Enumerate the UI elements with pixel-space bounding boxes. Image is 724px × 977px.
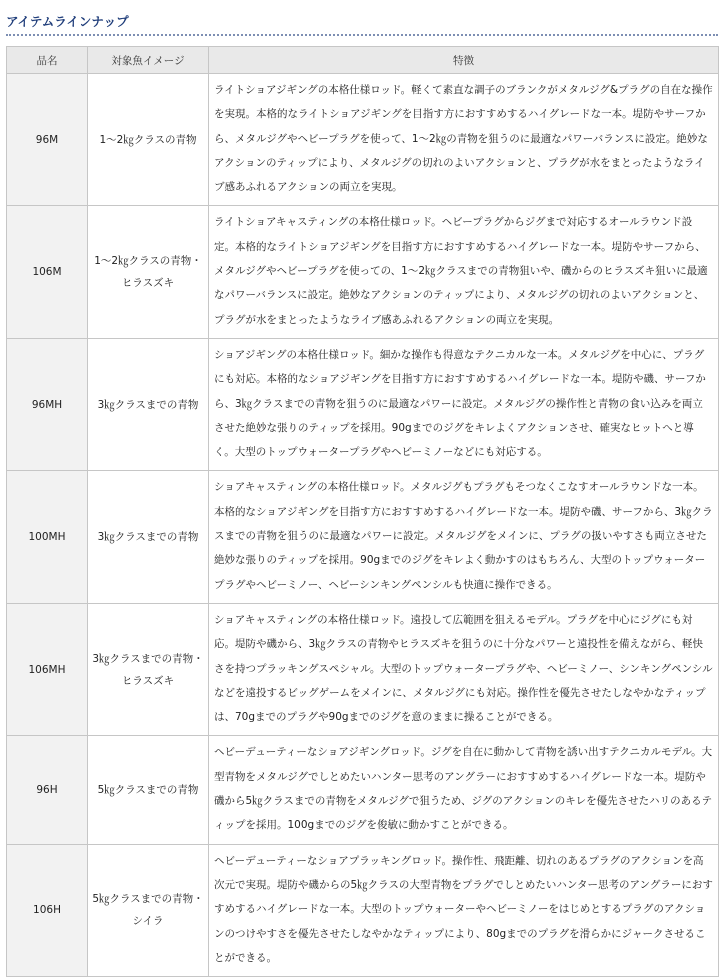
product-features: ショアキャスティングの本格仕様ロッド。メタルジグもプラグもそつなくこなすオールラウンドな一本。本格的なショアジギングを目指す方におすすめするハイグレードな一本。堤防や磯、サーフから、3㎏クラスまでの青物を狙うのに最適なパワーに設定。メタルジグをメインに、プラグの扱いやすさも両立させた絶妙な張りのティップを採用。90gまでのジグをキレよく動かすのはもちろん、大型のトップウォータープラグやヘビーミノー、ヘビーシンキングペンシルも快適に操作できる。 bbox=[209, 471, 719, 603]
product-features: ショアキャスティングの本格仕様ロッド。遠投して広範囲を狙えるモデル。プラグを中心にジグにも対応。堤防や磯から、3㎏クラスの青物やヒラスズキを狙うのに十分なパワーと遠投性を備えながら、軽快さを持つプラッキングスペシャル。大型のトップウォータープラグや、ヘビーミノー、シンキングペンシルなどを遠投するビッグゲームをメインに、メタルジグにも対応。操作性を優先させたしなやかなティップは、70gまでのプラグや90gまでのジグを意のままに操ることができる。 bbox=[209, 603, 719, 735]
target-fish: 3㎏クラスまでの青物 bbox=[88, 338, 209, 470]
product-features: ショアジギングの本格仕様ロッド。細かな操作も得意なテクニカルな一本。メタルジグを中心に、プラグにも対応。本格的なショアジギングを目指す方におすすめするハイグレードな一本。堤防や磯、サーフから、3㎏クラスまでの青物を狙うのに最適なパワーに設定。メタルジグの操作性と青物の食い込みを両立させた絶妙な張りのティップを採用。90gまでのジグをキレよくアクションさせ、確実なヒットへと導く。大型のトップウォータープラグやヘビーミノーなどにも対応する。 bbox=[209, 338, 719, 470]
header-fish: 対象魚イメージ bbox=[88, 47, 209, 74]
table-row bbox=[7, 844, 719, 976]
table-row bbox=[7, 471, 719, 603]
product-features: ヘビーデューティーなショアプラッキングロッド。操作性、飛距離、切れのあるプラグのアクションを高次元で実現。堤防や磯からの5㎏クラスの大型青物をプラグでしとめたいハンター思考のアングラーにおすすめするハイグレードな一本。大型のトップウォーターやヘビーミノーをはじめとするプラグのアクションのつけやすさを優先させたしなやかなティップにより、80gまでのプラグを滑らかにジャークさせることができる。 bbox=[209, 844, 719, 976]
item-lineup-table bbox=[6, 46, 719, 977]
product-name: 106M bbox=[7, 206, 88, 338]
table-row bbox=[7, 206, 719, 338]
product-features: ライトショアジギングの本格仕様ロッド。軽くて素直な調子のブランクがメタルジグ&プラグの自在な操作を実現。本格的なライトショアジギングを目指す方におすすめするハイグレードな一本。堤防やサーフから、メタルジグやヘビープラグを使って、1～2㎏の青物を狙うのに最適なパワーバランスに設定。絶妙なアクションのティップにより、メタルジグの切れのよいアクションと、プラグが水をまとったようなライブ感あふれるアクションの両立を実現。 bbox=[209, 74, 719, 206]
product-name: 100MH bbox=[7, 471, 88, 603]
product-name: 96MH bbox=[7, 338, 88, 470]
product-name: 106H bbox=[7, 844, 88, 976]
product-features: ヘビーデューティーなショアジギングロッド。ジグを自在に動かして青物を誘い出すテクニカルモデル。大型青物をメタルジグでしとめたいハンター思考のアングラーにおすすめするハイグレードな一本。堤防や磯から5㎏クラスまでの青物をメタルジグで狙うため、ジグのアクションのキレを優先させたハリのあるティップを採用。100gまでのジグを俊敏に動かすことができる。 bbox=[209, 736, 719, 844]
target-fish: 5㎏クラスまでの青物・シイラ bbox=[88, 844, 209, 976]
section-title: アイテムラインナップ bbox=[6, 12, 718, 36]
target-fish: 3㎏クラスまでの青物・ヒラスズキ bbox=[88, 603, 209, 735]
header-features: 特徴 bbox=[209, 47, 719, 74]
product-name: 106MH bbox=[7, 603, 88, 735]
table-row bbox=[7, 338, 719, 470]
product-name: 96H bbox=[7, 736, 88, 844]
target-fish: 3㎏クラスまでの青物 bbox=[88, 471, 209, 603]
table-row bbox=[7, 736, 719, 844]
target-fish: 1～2㎏クラスの青物 bbox=[88, 74, 209, 206]
product-features: ライトショアキャスティングの本格仕様ロッド。ヘビープラグからジグまで対応するオールラウンド設定。本格的なライトショアジギングを目指す方におすすめするハイグレードな一本。堤防やサーフから、メタルジグやヘビープラグを使っての、1～2㎏クラスまでの青物狙いや、磯からのヒラスズキ狙いに最適なパワーバランスに設定。絶妙なアクションのティップにより、メタルジグの切れのよいアクションと、プラグが水をまとったようなライブ感あふれるアクションの両立を実現。 bbox=[209, 206, 719, 338]
table-header-row bbox=[7, 47, 719, 74]
header-name: 品名 bbox=[7, 47, 88, 74]
table-row bbox=[7, 74, 719, 206]
product-name: 96M bbox=[7, 74, 88, 206]
target-fish: 5㎏クラスまでの青物 bbox=[88, 736, 209, 844]
table-row bbox=[7, 603, 719, 735]
target-fish: 1～2㎏クラスの青物・ヒラスズキ bbox=[88, 206, 209, 338]
